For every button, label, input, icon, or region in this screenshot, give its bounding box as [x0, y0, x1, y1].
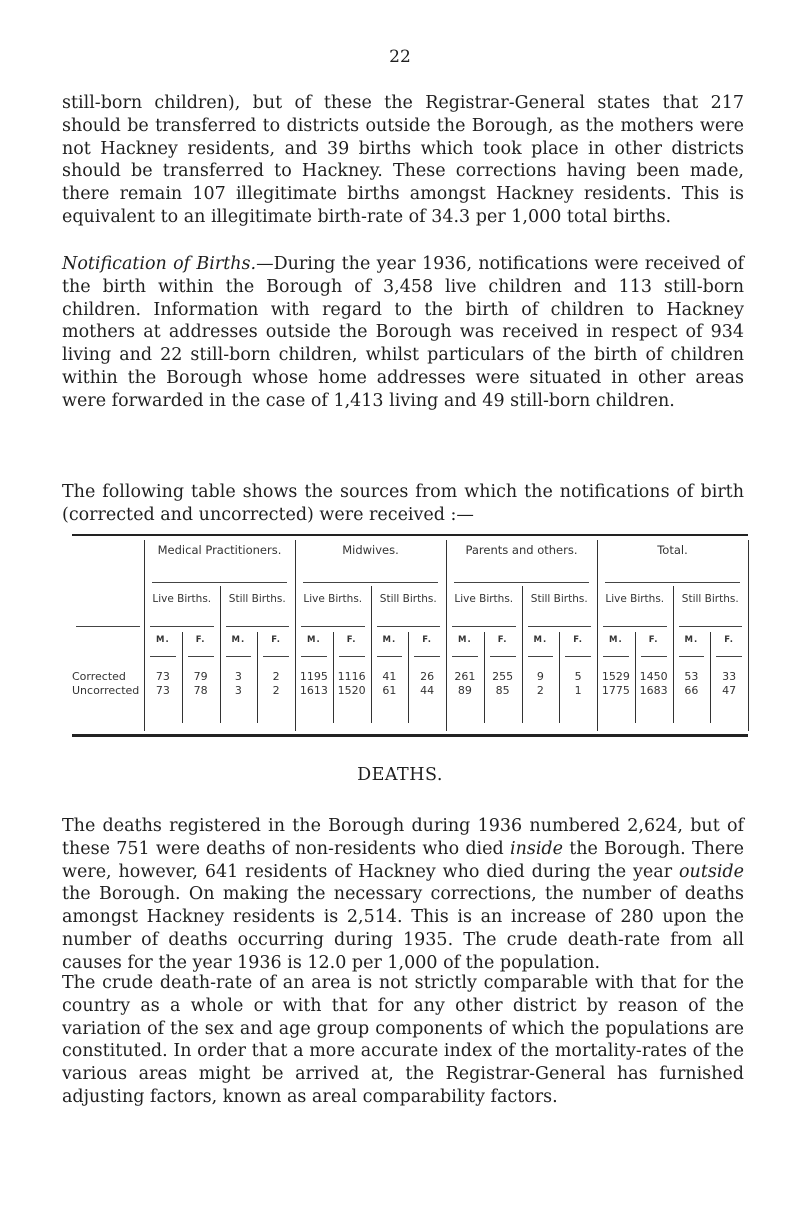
- paragraph-crude-death-rate: The crude death-rate of an area is not strictly comparable with that for the country as a whole or with that for any other district by reason of the variation of the sex and age group components of which the populations are constituted. In order that a more accurate index of the mortality-rates of the various areas might be arrived at, the Registrar-General has furnished adjusting factors, known as areal comparability factors.: [62, 973, 744, 1107]
- group-underline: [605, 582, 740, 583]
- subgroup-underline: [226, 626, 290, 627]
- sex-header: F.: [346, 635, 357, 645]
- sex-underline: [263, 656, 289, 657]
- sex-underline: [452, 656, 478, 657]
- paragraph-notification-of-births: [62, 253, 744, 413]
- sex-header: M.: [307, 635, 321, 645]
- table-cell: 3: [234, 684, 242, 697]
- sex-underline: [679, 656, 705, 657]
- table-cell: 1613: [299, 684, 328, 697]
- sex-underline: [603, 656, 629, 657]
- paragraph-deaths-registered: [62, 815, 744, 975]
- table-cell: 53: [684, 670, 699, 683]
- subgroup-header: Still Births.: [228, 593, 286, 605]
- text-segment: The deaths registered in the Borough during 1936 numbered 2,624, but of these 751 were deaths of non-residents who died: [62, 816, 744, 859]
- table-cell: 261: [454, 670, 476, 683]
- table-cell: 9: [536, 670, 544, 683]
- subgroup-underline: [150, 626, 214, 627]
- table-cell: 255: [492, 670, 514, 683]
- table-cell: 2: [272, 670, 280, 683]
- paragraph-body: —During the year 1936, notifications were received of the birth within the Borough of 3,458 live children and 113 still-born children. Information with regard to the birth of children to Hackney mothers at addresses outside the Borough was received in respect of 934 living and 22 still-born children, whilst particulars of the birth of children within the Borough whose home addresses were situated in other areas were forwarded in the case of 1,413 living and 49 still-born children.: [62, 254, 744, 411]
- sex-header: F.: [497, 635, 508, 645]
- table-cell: 1529: [601, 670, 630, 683]
- table-cell: 41: [382, 670, 397, 683]
- emphasis-outside: outside: [679, 861, 744, 882]
- table-cell: 26: [420, 670, 435, 683]
- sex-underline: [528, 656, 554, 657]
- table-cell: 1195: [299, 670, 328, 683]
- sex-underline: [377, 656, 403, 657]
- table-cell: 1775: [601, 684, 630, 697]
- table-cell: 89: [457, 684, 472, 697]
- sex-header: F.: [724, 635, 735, 645]
- birth-notifications-table: [72, 534, 748, 737]
- table-cell: 1116: [337, 670, 366, 683]
- label-underline: [76, 626, 140, 627]
- table-cell: 1683: [639, 684, 668, 697]
- subgroup-header: Live Births.: [152, 593, 212, 605]
- group-underline: [303, 582, 438, 583]
- group-header: Total.: [657, 543, 688, 557]
- text-segment: the Borough. On making the necessary corrections, the number of deaths amongst Hackney residents is 2,514. This is an increase of 280 upon the number of deaths occurring during 1935. The crude death-rate from all causes for the year 1936 is 12.0 per 1,000 of the population.: [62, 884, 744, 973]
- sex-header: F.: [648, 635, 659, 645]
- table-cell: 66: [684, 684, 699, 697]
- sex-header: M.: [684, 635, 699, 645]
- subgroup-underline: [528, 626, 592, 627]
- sex-header: F.: [422, 635, 433, 645]
- table-bottom-rule: [72, 734, 748, 737]
- sex-underline: [490, 656, 516, 657]
- sex-header: F.: [195, 635, 206, 645]
- table-cell: 3: [234, 670, 242, 683]
- group-header: Parents and others.: [465, 543, 578, 557]
- paragraph-table-intro: The following table shows the sources from which the notifications of birth (corrected and uncorrected) were received :—: [62, 482, 744, 525]
- sex-underline: [414, 656, 440, 657]
- sex-underline: [339, 656, 365, 657]
- table-cell: 73: [155, 670, 170, 683]
- sex-header: M.: [458, 635, 472, 645]
- table-cell: 33: [722, 670, 737, 683]
- subgroup-underline: [452, 626, 516, 627]
- sex-header: F.: [271, 635, 282, 645]
- subgroup-underline: [679, 626, 743, 627]
- subgroup-header: Live Births.: [605, 593, 665, 605]
- table-cell: 44: [420, 684, 435, 697]
- subgroup-header: Still Births.: [379, 593, 437, 605]
- sex-header: M.: [609, 635, 623, 645]
- table-cell: 79: [193, 670, 208, 683]
- group-header: Medical Practitioners.: [157, 543, 282, 557]
- sex-underline: [150, 656, 176, 657]
- table-cell: 2: [536, 684, 544, 697]
- group-header: Midwives.: [342, 543, 399, 557]
- sex-underline: [716, 656, 742, 657]
- page-number: 22: [389, 47, 411, 67]
- sex-underline: [565, 656, 591, 657]
- row-label: Corrected: [72, 670, 126, 683]
- table-cell: 61: [382, 684, 397, 697]
- sex-header: M.: [533, 635, 548, 645]
- table-top-rule: [72, 534, 748, 536]
- table-cell: 85: [495, 684, 510, 697]
- sex-underline: [301, 656, 327, 657]
- paragraph-illegitimate-births: still-born children), but of these the Registrar-General states that 217 should be transferred to districts outside the Borough, as the mothers were not Hackney residents, and 39 births which took place in other districts should be transferred to Hackney. These corrections having been made, there remain 107 illegitimate births amongst Hackney residents. This is equivalent to an illegitimate birth-rate of 34.3 per 1,000 total births.: [62, 93, 744, 227]
- group-underline: [454, 582, 589, 583]
- deaths-heading: DEATHS.: [357, 765, 443, 785]
- subgroup-header: Still Births.: [530, 593, 588, 605]
- paragraph-title: Notification of Births.: [62, 254, 257, 274]
- subgroup-header: Live Births.: [454, 593, 514, 605]
- table-cell: 73: [155, 684, 170, 697]
- sex-underline: [226, 656, 252, 657]
- sex-header: M.: [156, 635, 170, 645]
- sex-header: F.: [573, 635, 584, 645]
- group-divider: [748, 540, 749, 731]
- table-cell: 2: [272, 684, 280, 697]
- sex-header: M.: [382, 635, 397, 645]
- table-cell: 78: [193, 684, 208, 697]
- table-cell: 5: [574, 670, 582, 683]
- subgroup-header: Still Births.: [681, 593, 739, 605]
- subgroup-header: Live Births.: [303, 593, 363, 605]
- table-cell: 1: [574, 684, 582, 697]
- emphasis-inside: inside: [509, 838, 563, 859]
- text-segment: the Borough. There were, however, 641 residents of Hackney who died during the year: [62, 838, 744, 882]
- sex-underline: [641, 656, 667, 657]
- row-label: Uncorrected: [72, 684, 140, 697]
- table-cell: 1450: [639, 670, 668, 683]
- sex-underline: [188, 656, 214, 657]
- subgroup-underline: [377, 626, 441, 627]
- subgroup-underline: [603, 626, 667, 627]
- table-cell: 47: [722, 684, 737, 697]
- sex-header: M.: [231, 635, 246, 645]
- table-cell: 1520: [337, 684, 366, 697]
- group-underline: [152, 582, 287, 583]
- subgroup-underline: [301, 626, 365, 627]
